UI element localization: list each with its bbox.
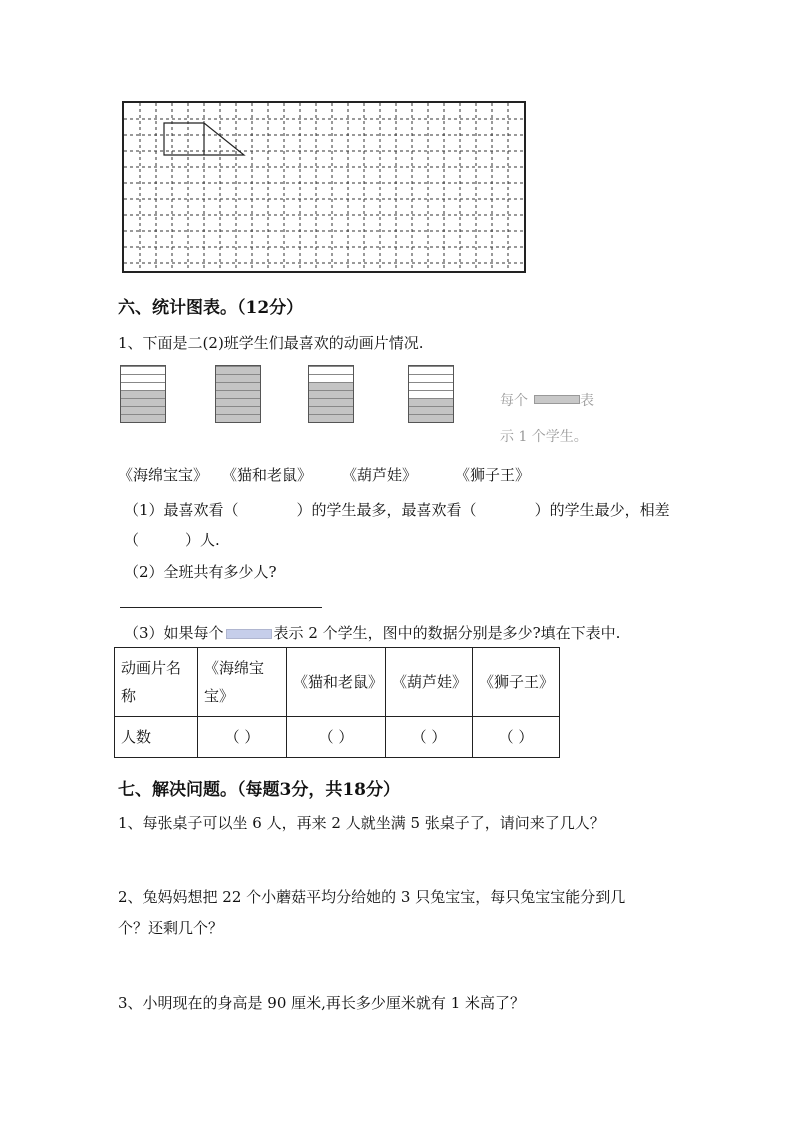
pictograph-cell-filled	[309, 382, 353, 390]
pictograph-cell-filled	[121, 406, 165, 414]
pictograph-bar-1	[215, 365, 261, 423]
table-row-label: 人数	[115, 717, 198, 758]
problem-2-line2: 个？还剩几个？	[118, 919, 224, 937]
q1-part2: （2）全班共有多少人?	[124, 563, 277, 581]
pictograph-cell-filled	[309, 390, 353, 398]
pictograph-cell-filled	[121, 398, 165, 406]
table-header-cell: 《海绵宝宝》	[198, 648, 287, 717]
pictograph-cell-filled	[216, 382, 260, 390]
pictograph-cell-filled	[216, 366, 260, 374]
table-answer-cell[interactable]: （ ）	[473, 717, 560, 758]
section6-heading: 六、统计图表。（12分）	[118, 298, 304, 318]
pictograph-cell-filled	[216, 406, 260, 414]
table-header-cell: 《猫和老鼠》	[287, 648, 386, 717]
pictograph-cell-filled	[216, 390, 260, 398]
q1-intro: 1、下面是二(2)班学生们最喜欢的动画片情况.	[118, 334, 424, 352]
pictograph-cell-filled	[409, 414, 453, 422]
pictograph-cell-filled	[309, 406, 353, 414]
show-label-3: 《狮子王》	[455, 466, 531, 484]
dotted-grid-figure	[122, 101, 526, 273]
table-answer-cell[interactable]: （ ）	[287, 717, 386, 758]
pictograph-cell-empty	[121, 366, 165, 374]
show-label-2: 《葫芦娃》	[342, 466, 418, 484]
problem-2-line1: 2、兔妈妈想把 22 个小蘑菇平均分给她的 3 只兔宝宝，每只兔宝宝能分到几	[118, 888, 626, 906]
answer-line[interactable]	[120, 607, 322, 608]
pictograph-cell-filled	[409, 398, 453, 406]
swatch-icon	[226, 629, 272, 639]
legend-text-2: 示 1 个学生。	[500, 429, 588, 445]
table-answer-cell[interactable]: （ ）	[386, 717, 473, 758]
q1-part3: （3）如果每个 表示 2 个学生，图中的数据分别是多少?填在下表中.	[124, 624, 621, 642]
pictograph-cell-empty	[309, 366, 353, 374]
pictograph-bar-0	[120, 365, 166, 423]
pictograph-cell-empty	[409, 382, 453, 390]
legend-text-suffix: 表	[580, 393, 594, 409]
table-header-cell: 动画片名称	[115, 648, 198, 717]
pictograph-cell-filled	[216, 374, 260, 382]
table-header-cell: 《狮子王》	[473, 648, 560, 717]
show-label-0: 《海绵宝宝》	[118, 466, 209, 484]
table-header-row	[115, 648, 560, 717]
q1-part1-line1: （1）最喜欢看（ ）的学生最多，最喜欢看（ ）的学生最少，相差	[124, 501, 670, 519]
table-header-cell: 《葫芦娃》	[386, 648, 473, 717]
grid-lines	[124, 103, 524, 271]
table-answer-cell[interactable]: （ ）	[198, 717, 287, 758]
pictograph-cell-filled	[409, 406, 453, 414]
problem-1: 1、每张桌子可以坐 6 人，再来 2 人就坐满 5 张桌子了，请问来了几人？	[118, 814, 605, 832]
pictograph-cell-filled	[121, 414, 165, 422]
pictograph-cell-filled	[216, 414, 260, 422]
table-row	[115, 717, 560, 758]
pictograph-cell-empty	[409, 390, 453, 398]
pictograph-cell-filled	[309, 398, 353, 406]
pictograph-bar-2	[308, 365, 354, 423]
pictograph-cell-filled	[309, 414, 353, 422]
pictograph-cell-empty	[309, 374, 353, 382]
q1-part1-line2: （ ）人.	[124, 531, 220, 549]
legend-swatch	[534, 395, 580, 404]
pictograph-cell-empty	[121, 382, 165, 390]
legend-text-1: 每个	[500, 393, 528, 409]
problem-3: 3、小明现在的身高是 90 厘米,再长多少厘米就有 1 米高了？	[118, 994, 526, 1012]
pictograph-bar-3	[408, 365, 454, 423]
answer-table	[114, 647, 560, 758]
section7-heading: 七、解决问题。（每题3分，共18分）	[118, 780, 400, 800]
pictograph-cell-empty	[409, 374, 453, 382]
pictograph-cell-empty	[121, 374, 165, 382]
pictograph-cell-empty	[409, 366, 453, 374]
pictograph-cell-filled	[216, 398, 260, 406]
pictograph-cell-filled	[121, 390, 165, 398]
show-label-1: 《猫和老鼠》	[222, 466, 313, 484]
